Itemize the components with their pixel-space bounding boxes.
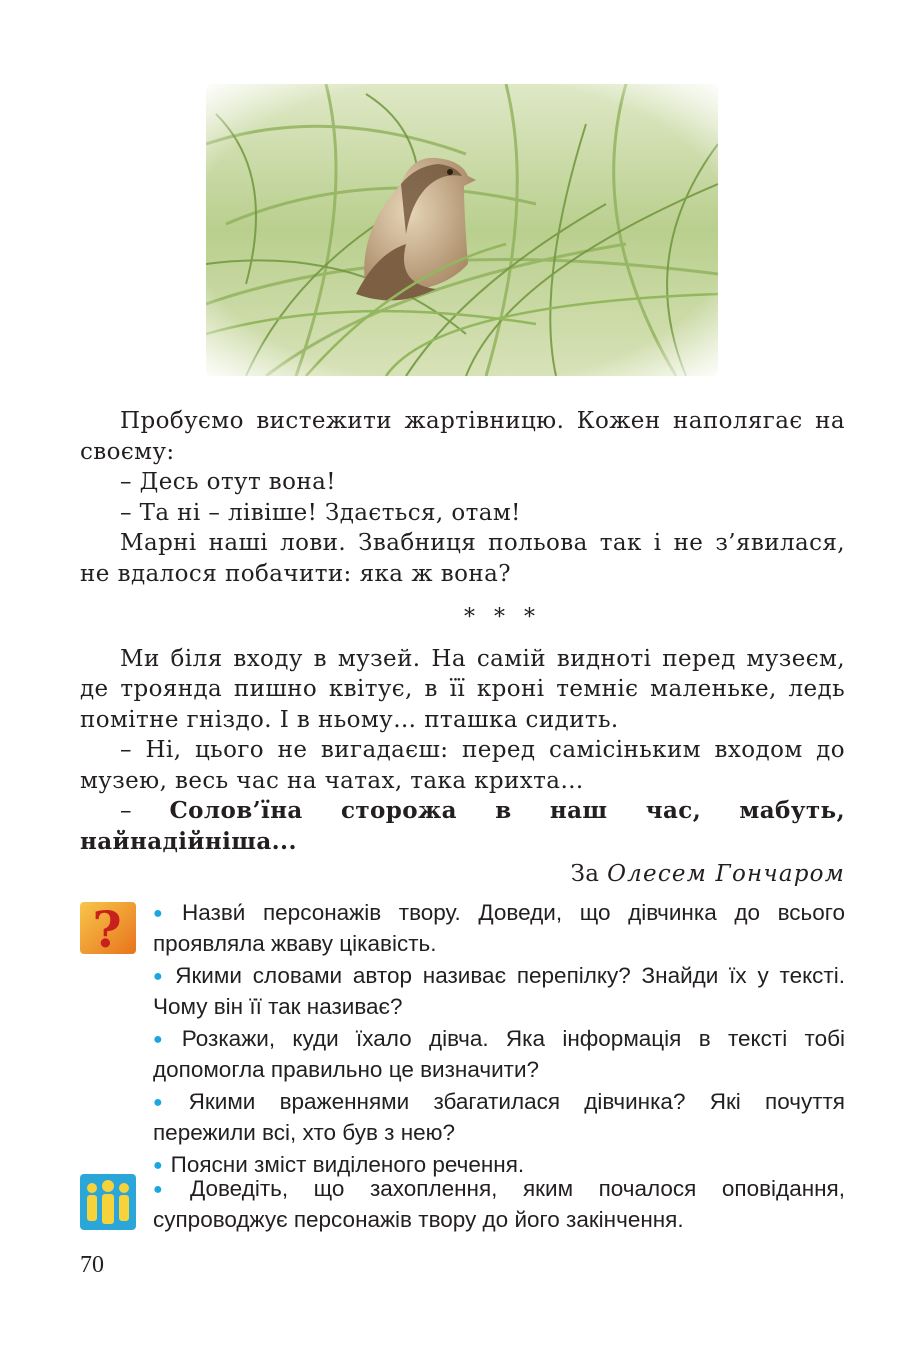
quail-in-grass-illustration — [206, 84, 718, 376]
question-item: ● Назви́ персонажів твору. Доведи, що дівчинка до всього проявляла жваву цікавість. — [153, 900, 845, 956]
dialogue-line: – Ні, цього не вигадаєш: перед самісіньким входом до музею, весь час на чатах, така крихта… — [80, 737, 845, 794]
section-divider: * * * — [464, 605, 541, 630]
quail-photo — [206, 84, 718, 376]
bullet-icon: ● — [153, 968, 168, 985]
svg-text:?: ? — [92, 900, 122, 956]
question-item: ● Розкажи, куди їхало дівча. Яка інформація в тексті тобі допомогла правильно це визначити? — [153, 1026, 845, 1082]
bullet-icon: ● — [153, 905, 175, 922]
question-item: ● Поясни зміст виділеного речення. — [153, 1152, 525, 1177]
author-prefix: За — [570, 861, 608, 887]
page-number: 70 — [80, 1252, 104, 1278]
question-mark-icon — [80, 898, 136, 964]
dialogue-line: – Десь отут вона! — [120, 469, 336, 495]
paragraph: Пробуємо вистежити жартівницю. Кожен наполягає на своєму: — [80, 408, 845, 465]
dialogue-line: – Та ні – лівіше! Здається, отам! — [120, 499, 521, 526]
author-attribution — [80, 859, 845, 890]
bullet-icon: ● — [153, 1031, 174, 1048]
group-task-block — [80, 1174, 845, 1237]
bold-sentence: Солов’їна сторожа в наш час, мабуть, найнадійніша... — [80, 797, 845, 855]
bullet-icon: ● — [153, 1181, 182, 1198]
dash: – — [120, 798, 170, 824]
story-text — [80, 406, 845, 890]
author-name: Олесем Гончаром — [607, 861, 845, 887]
group-task-item: ● Доведіть, що захоплення, яким почалося оповідання, супроводжує персонажів твору до його закінчення. — [153, 1176, 845, 1232]
paragraph: Марні наші лови. Звабниця польова так і не з’явилася, не вдалося побачити: яка ж вона? — [80, 530, 845, 587]
paragraph: Ми біля входу в музей. На самій видноті перед музеєм, де троянда пишно квітує, в її кроні темніє маленьке, ледь помітне гніздо. І в ньому… пташка сидить. — [80, 645, 845, 733]
bullet-icon: ● — [153, 1094, 181, 1111]
highlighted-sentence — [80, 796, 845, 857]
group-work-icon — [80, 1174, 136, 1238]
question-item: ● Якими словами автор називає перепілку? Знайди їх у тексті. Чому він її так називає? — [153, 963, 845, 1019]
questions-block — [80, 898, 845, 1183]
bullet-icon: ● — [153, 1157, 163, 1174]
question-item: ● Якими враженнями збагатилася дівчинка? Які почуття пережили всі, хто був з нею? — [153, 1089, 845, 1145]
